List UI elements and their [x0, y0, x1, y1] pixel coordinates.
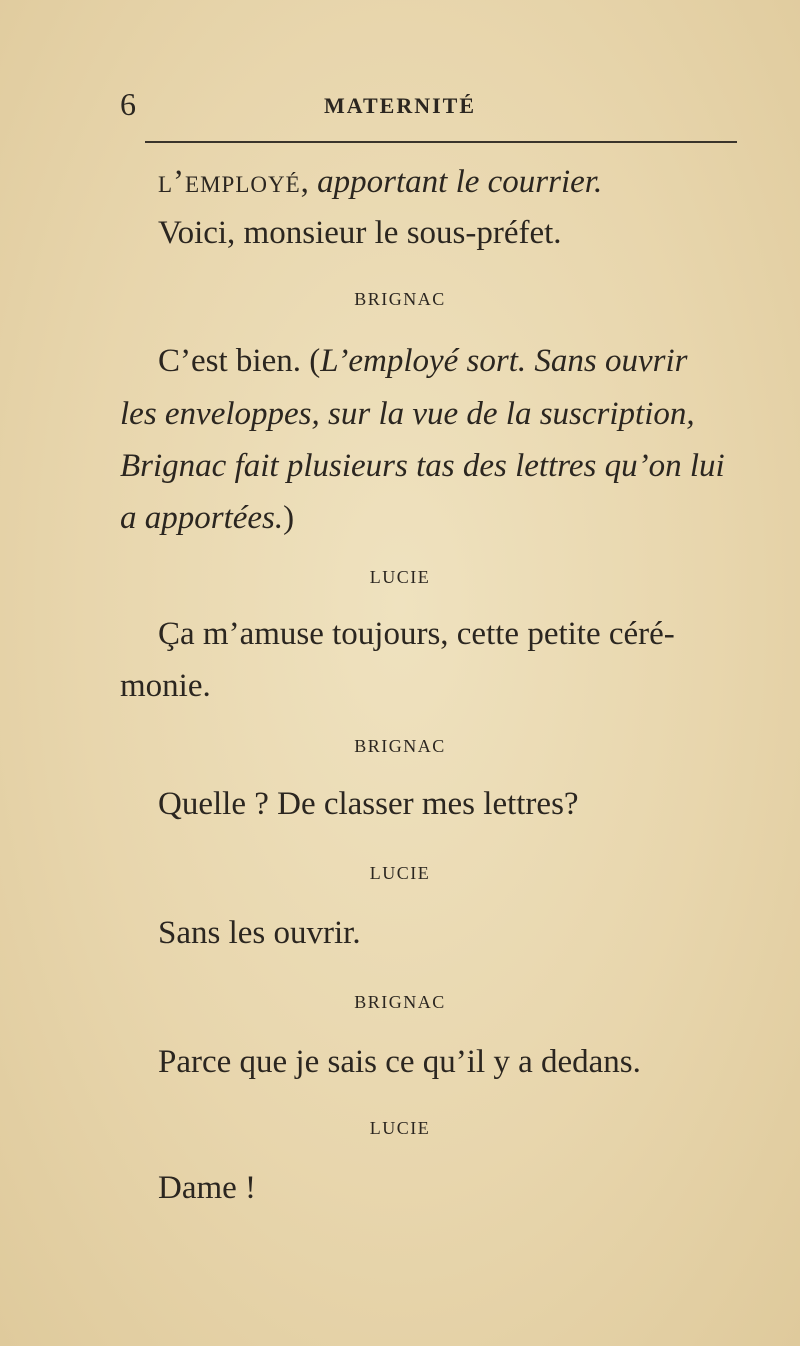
running-title: MATERNITÉ [323, 93, 477, 118]
speaker-label: BRIGNAC [354, 736, 446, 756]
stage-direction-line: Brignac fait plusieurs tas des lettres qu’on lui [120, 448, 725, 484]
stage-direction: a apportées. [120, 500, 284, 536]
paren-close: ) [283, 500, 295, 536]
dialogue-line [158, 341, 687, 381]
speaker-label: LUCIE [369, 863, 431, 883]
speaker-label: BRIGNAC [354, 992, 446, 1012]
stage-direction-line [120, 498, 294, 538]
speaker-name: l’employé [158, 164, 301, 200]
dialogue-line: Sans les ouvrir. [158, 915, 361, 951]
separator: , [300, 164, 318, 200]
dialogue-line: monie. [120, 668, 211, 704]
speaker-label: LUCIE [369, 1118, 431, 1138]
dialogue-line: Dame ! [158, 1170, 257, 1206]
dialogue-line: Quelle ? De classer mes lettres? [158, 786, 579, 822]
page-number: 6 [120, 86, 136, 122]
stage-direction: L’employé sort. Sans ouvrir [320, 343, 688, 379]
stage-direction: apportant le courrier. [317, 164, 603, 200]
dialogue-text: C’est bien. ( [158, 343, 321, 379]
speaker-label: LUCIE [369, 567, 431, 587]
dialogue-line: Voici, monsieur le sous-préfet. [158, 215, 562, 251]
dialogue-line: Ça m’amuse toujours, cette petite céré- [158, 616, 675, 652]
dialogue-line [158, 162, 602, 202]
stage-direction-line: les enveloppes, sur la vue de la suscription, [120, 396, 695, 432]
speaker-label: BRIGNAC [354, 289, 446, 309]
dialogue-line: Parce que je sais ce qu’il y a dedans. [158, 1044, 641, 1080]
header-rule [145, 141, 737, 143]
